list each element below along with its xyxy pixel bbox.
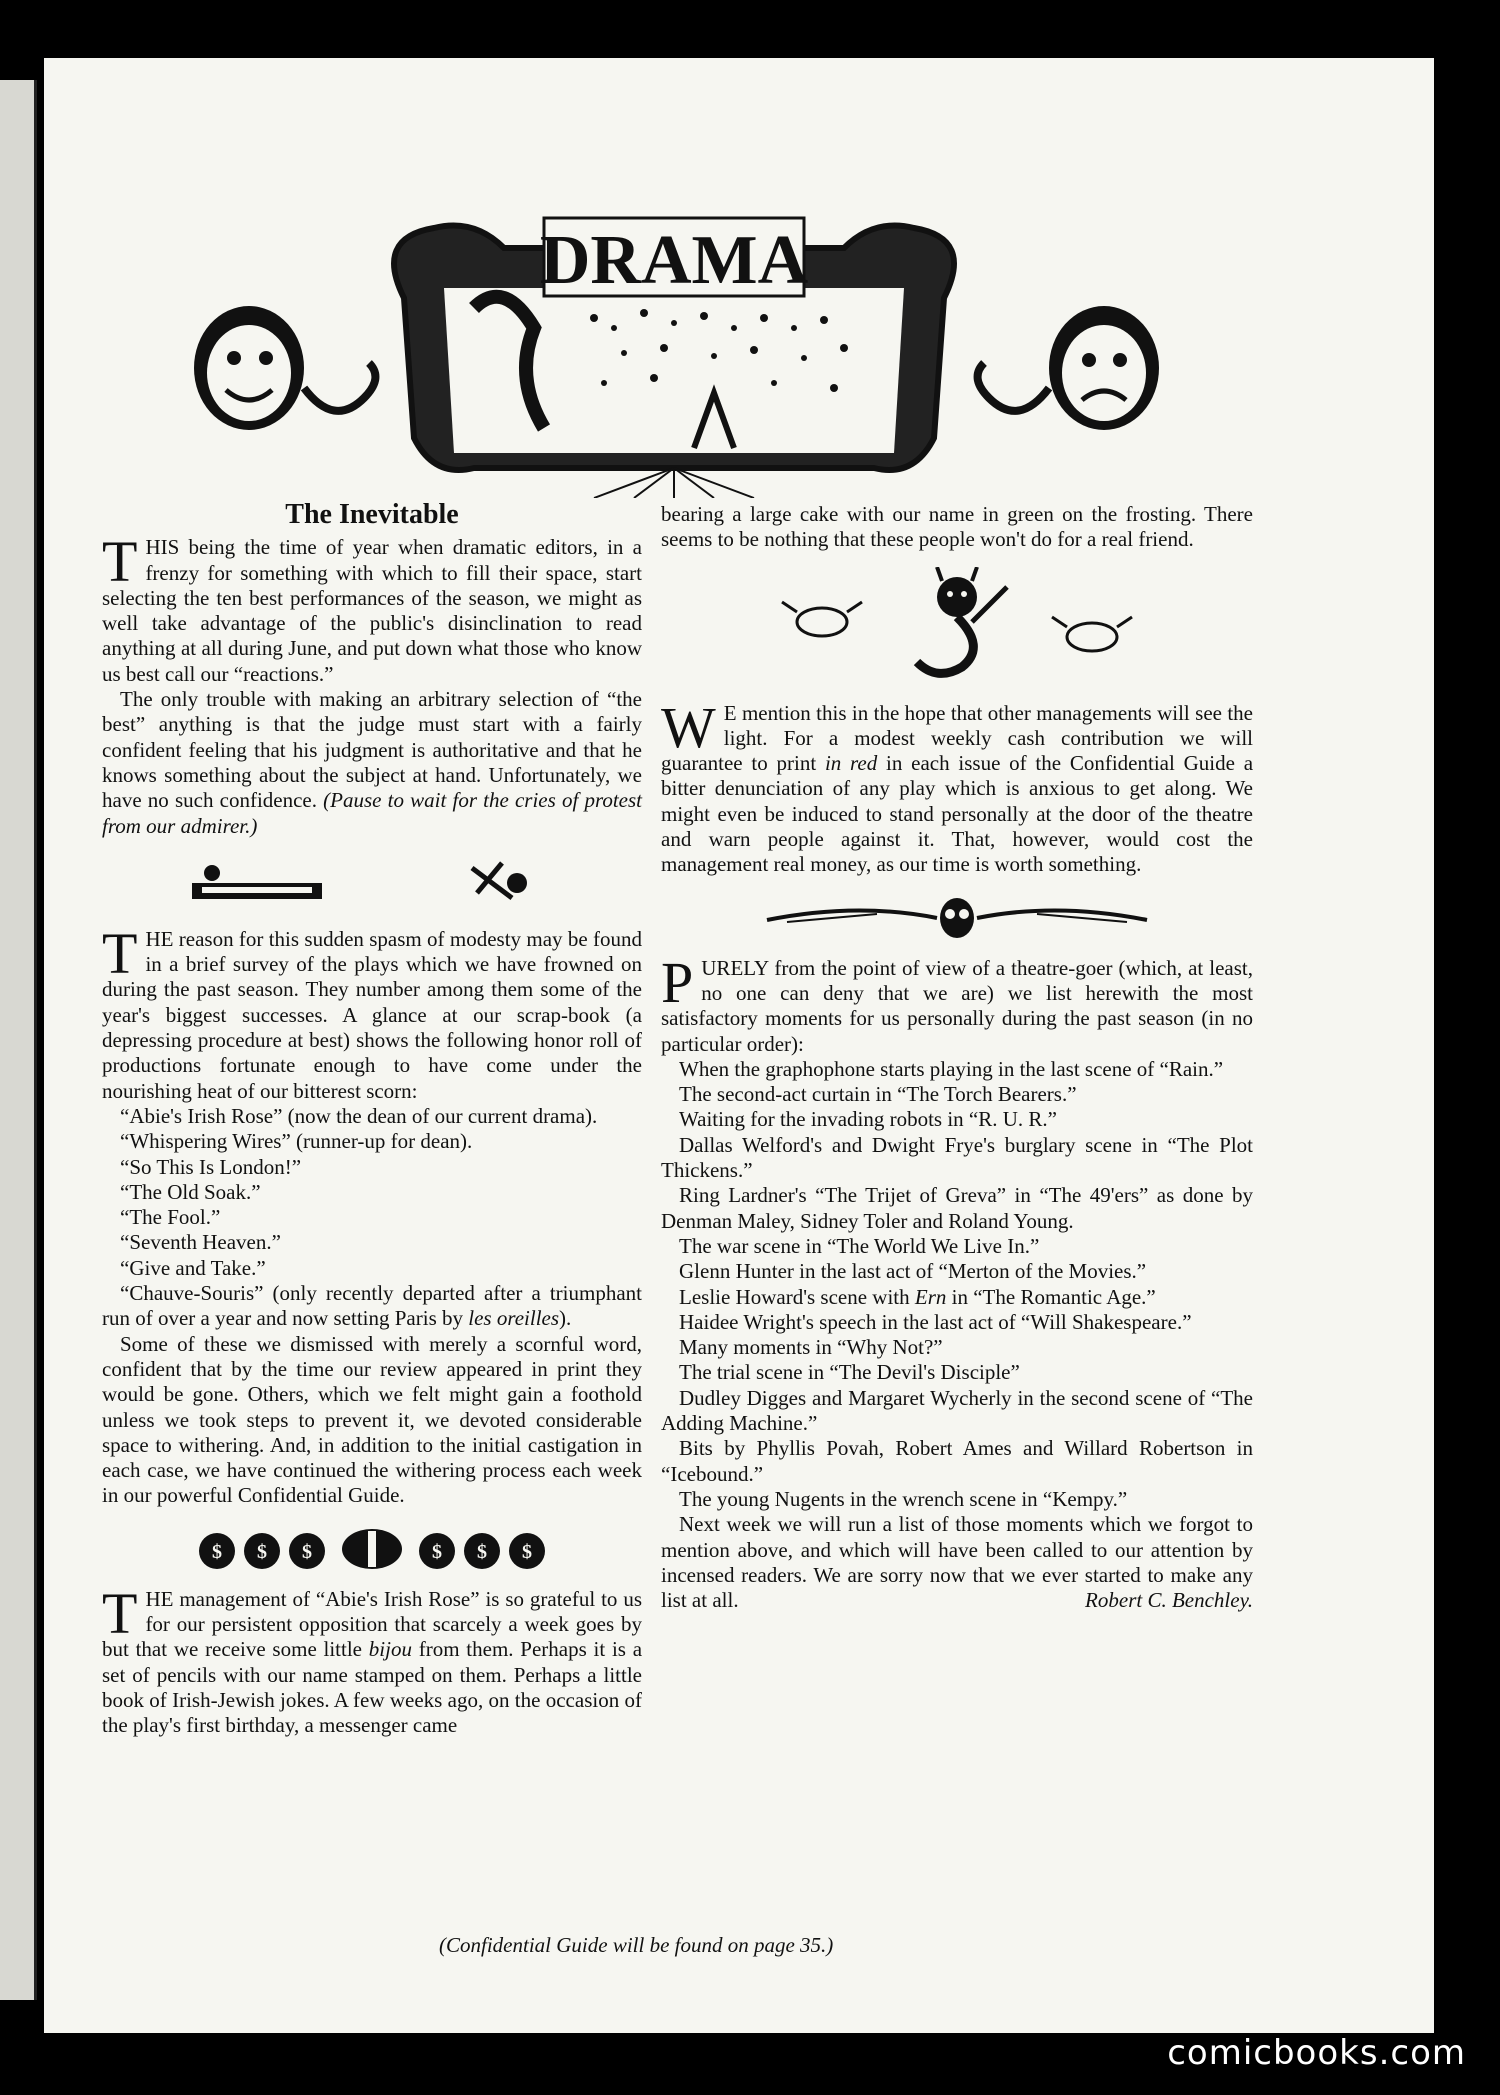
adjacent-page-edge (0, 80, 37, 2000)
list-item: Leslie Howard's scene with Ern in “The Romantic Age.” (679, 1284, 1156, 1309)
paragraph: Some of these we dismissed with merely a scornful word, confident that by the time our review appeared in print they would be gone. Others, which we felt might gain a foothold unless we took steps to prevent it, we devoted considerable space to withering. And, in addition to the initial castigation in each case, we have continued the withering process each week in our powerful Confidential Guide. (102, 1331, 642, 1508)
list-item: When the graphophone starts playing in the last scene of “Rain.” (679, 1056, 1224, 1081)
list-item: Dudley Digges and Margaret Wycherly in the second scene of “The Adding Machine.” (661, 1385, 1253, 1436)
watermark: comicbooks.com (1167, 2033, 1466, 2073)
paragraph: THIS being the time of year when dramatic editors, in a frenzy for something with which to fill their space, start selecting the ten best performances of the season, we might as well take advantage of the public's disinclination to read anything at all during June, and put down what those who know us best call our “reactions.” (102, 529, 642, 686)
paragraph: THE management of “Abie's Irish Rose” is so grateful to us for our persistent opposition that scarcely a week goes by but that we receive some little bijou from them. Perhaps it is a set of pencils with our name stamped on them. Perhaps a little book of Irish-Jewish jokes. A few weeks ago, on the occasion of the play's first birthday, a messenger came (102, 1580, 643, 1738)
drop-cap: W (661, 694, 716, 760)
comedy-mask-icon (194, 306, 304, 430)
list-item: “Abie's Irish Rose” (now the dean of our current drama). (120, 1103, 598, 1128)
drop-cap: T (102, 920, 138, 986)
right-column (661, 488, 1253, 1613)
svg-text:$: $ (522, 1540, 532, 1563)
paragraph: PURELY from the point of view of a theatre-goer (which, at least, no one can deny that we are) we list herewith the most satisfactory moments for us personally during the past season (in no particular order): (661, 949, 1253, 1056)
paragraph: The only trouble with making an arbitrary selection of “the best” anything is that the judge must start with a fairly confident feeling that his judgment is authoritative and that he knows something about the subject at hand. Unfortunately, we have no such confidence. (Pause to wait for the cries of protest from our admirer.) (102, 687, 643, 838)
list-item: Dallas Welford's and Dwight Frye's burglary scene in “The Plot Thickens.” (661, 1132, 1253, 1183)
tragedy-mask-icon (1049, 306, 1159, 430)
list-item: “Seventh Heaven.” (120, 1230, 281, 1255)
list-item: The war scene in “The World We Live In.” (679, 1233, 1040, 1258)
left-column (102, 488, 642, 1738)
article-heading: The Inevitable (285, 499, 459, 530)
paragraph: W E mention this in the hope that other managements will see the light. For a modest weekly cash contribution we will guarantee to print in red in each issue of the Confidential Guide a bitter denunciation of any play which is anxious to get along. We might even be induced to stand personally at the door of the theatre and warn people against it. That, however, would cost the management real money, as our time is worth something. (661, 694, 1254, 877)
svg-text:$: $ (432, 1540, 442, 1563)
footer-note: (Confidential Guide will be found on page 35.) (439, 1933, 834, 1957)
list-item: “Give and Take.” (120, 1255, 266, 1280)
paragraph: bearing a large cake with our name in green on the frosting. There seems to be nothing that these people won't do for a real friend. (661, 502, 1253, 552)
svg-text:$: $ (477, 1540, 487, 1563)
list-item: “Chauve-Souris” (only recently departed after a triumphant run of over a year and now setting Paris by les oreilles). (102, 1281, 642, 1331)
list-item: The second-act curtain in “The Torch Bearers.” (679, 1082, 1077, 1107)
svg-text:$: $ (302, 1540, 312, 1563)
list-item: “So This Is London!” (120, 1154, 302, 1179)
cat-and-birds-ornament (777, 567, 1137, 687)
magazine-page (44, 58, 1434, 2033)
list-item: Bits by Phyllis Povah, Robert Ames and Willard Robertson in “Icebound.” (661, 1436, 1253, 1486)
list-item: Many moments in “Why Not?” (679, 1335, 943, 1360)
list-item: The trial scene in “The Devil's Disciple” (679, 1360, 1020, 1385)
closing-paragraph: Next week we will run a list of those moments which we forgot to mention above, and which will have been called to our attention by incensed readers. We are sorry now that we ever started to make any list at all. Robert C. Benchley. (661, 1512, 1253, 1613)
list-item: Glenn Hunter in the last act of “Merton of the Movies.” (679, 1259, 1147, 1284)
svg-text:$: $ (212, 1540, 222, 1563)
list-item: “Whispering Wires” (runner-up for dean). (120, 1129, 473, 1154)
drop-cap: P (661, 949, 694, 1015)
owl-with-quills-ornament (757, 892, 1157, 942)
author-credit: Robert C. Benchley. (1085, 1588, 1253, 1613)
drop-cap: T (102, 529, 138, 595)
paragraph: THE reason for this sudden spasm of modesty may be found in a brief survey of the plays which we have frowned on during the past season. They number among them some of the year's biggest successes. A glance at our scrap-book (a depressing procedure at best) shows the following honor roll of productions fortunate enough to have come under the nourishing heat of our bitterest scorn: (102, 920, 642, 1103)
list-item: The young Nugents in the wrench scene in “Kempy.” (679, 1486, 1128, 1511)
list-item: Waiting for the invading robots in “R. U. R.” (679, 1107, 1057, 1132)
coffin-and-pickaxe-ornament (172, 853, 572, 913)
drop-cap: T (102, 1580, 138, 1646)
list-item: Ring Lardner's “The Trijet of Greva” in “The 49'ers” as done by Denman Maley, Sidney Toler and Roland Young. (661, 1183, 1253, 1233)
money-bags-ornament (192, 1523, 552, 1573)
svg-text:$: $ (257, 1540, 267, 1563)
list-item: “The Fool.” (120, 1205, 221, 1230)
list-item: Haidee Wright's speech in the last act of “Will Shakespeare.” (679, 1309, 1192, 1334)
list-item: “The Old Soak.” (120, 1179, 261, 1204)
drama-banner-illustration (174, 178, 1174, 498)
banner-title: DRAMA (539, 222, 809, 299)
